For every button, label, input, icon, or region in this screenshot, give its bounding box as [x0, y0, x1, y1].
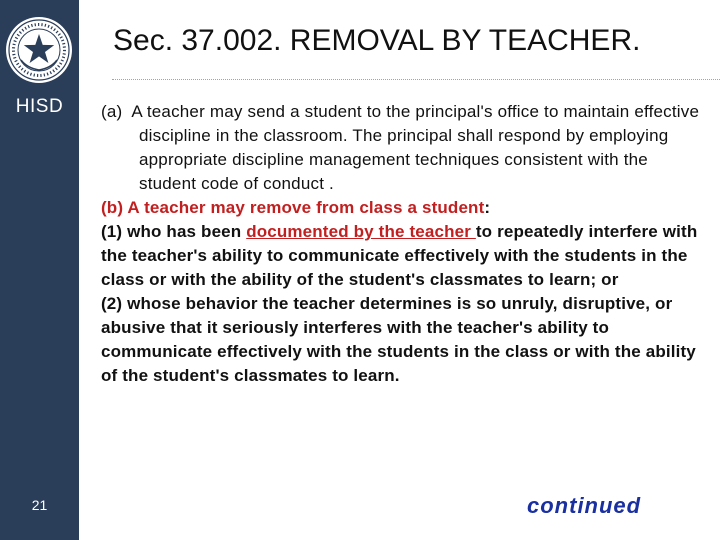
- school-district-seal-icon: [5, 16, 73, 84]
- item-2: (2) whose behavior the teacher determines is so unruly, disruptive, or abusive that it seriously interferes with the teacher's ability to communicate effectively with the students in the class or with the ability of the student's classmates to learn.: [101, 294, 696, 385]
- item-1-prefix: (1) who has been: [101, 222, 247, 241]
- item-1-underlined: documented by the teacher: [246, 222, 476, 241]
- title-divider: [112, 79, 720, 80]
- brand-label: HISD: [15, 96, 64, 117]
- paragraph-b: [101, 196, 701, 388]
- slide-body: [101, 100, 701, 388]
- paragraph-b-colon: :: [484, 198, 491, 217]
- sidebar: [0, 0, 79, 540]
- continued-label: continued: [527, 493, 642, 518]
- item-1-rest: to repeatedly interfere with the teacher's ability to communicate effectively with the students in the class or with the ability of the student's classmates to learn; or: [101, 222, 698, 289]
- paragraph-a-text: A teacher may send a student to the principal's office to maintain effective discipline in the classroom. The principal shall respond by employing appropriate discipline management techniques consistent with the student code of conduct .: [131, 102, 700, 193]
- paragraph-a-label: (a): [101, 102, 123, 121]
- page-title: Sec. 37.002. REMOVAL BY TEACHER.: [113, 24, 641, 57]
- paragraph-a: [101, 100, 701, 196]
- paragraph-b-heading: (b) A teacher may remove from class a student: [101, 198, 485, 217]
- slide-number: 21: [31, 497, 48, 513]
